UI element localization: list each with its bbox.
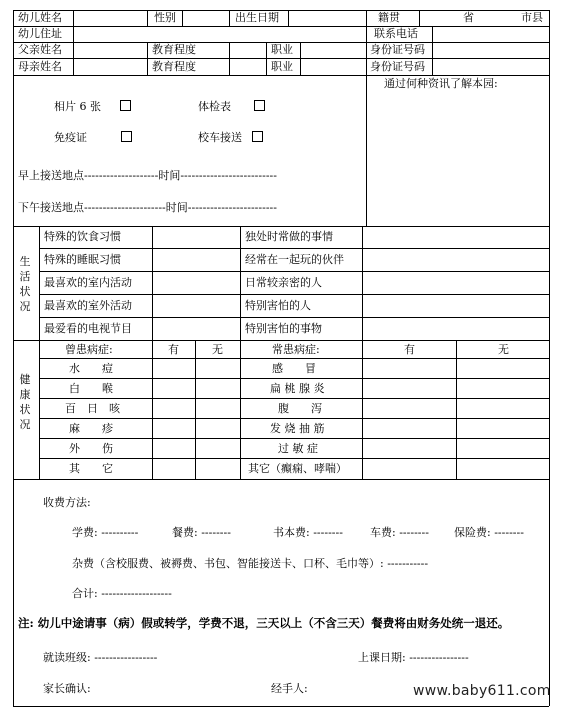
- common-illness-header: 常患病症:: [272, 343, 320, 356]
- start-date-field: 上课日期: ----------------: [358, 651, 469, 664]
- health-section-label: 健康状况: [19, 373, 31, 431]
- common-illness-row: 过 敏 症: [278, 442, 318, 455]
- class-field: 就读班级: -----------------: [43, 651, 158, 664]
- common-illness-row: 扁 桃 腺 炎: [270, 382, 325, 395]
- phone-label: 联系电话: [374, 27, 418, 40]
- handler-field: 经手人:: [271, 682, 308, 695]
- native-place-label: 籍贯: [378, 11, 400, 24]
- fee-method-label: 收费方法:: [43, 496, 91, 509]
- insurance-fee: 保险费: --------: [454, 526, 524, 539]
- life-left-row: 特殊的饮食习惯: [44, 230, 121, 243]
- medical-item: 体检表: [198, 100, 265, 112]
- bus-fee: 车费: --------: [370, 526, 429, 539]
- tuition-fee: 学费: ----------: [72, 526, 139, 539]
- past-illness-row: 外 伤: [69, 442, 113, 455]
- life-right-row: 特别害怕的人: [245, 299, 311, 312]
- vaccine-item: 免疫证: [54, 131, 132, 143]
- common-no-header: 无: [498, 343, 509, 356]
- common-illness-row: 其它（癫痫、哮喘）: [248, 462, 347, 475]
- past-illness-header: 曾患病症:: [65, 343, 113, 356]
- province-label: 省: [463, 11, 474, 24]
- photos-checkbox[interactable]: [120, 100, 131, 111]
- life-right-row: 日常较亲密的人: [245, 276, 322, 289]
- past-illness-row: 麻 疹: [69, 422, 113, 435]
- past-illness-row: 白 喉: [69, 382, 113, 395]
- total-fee: 合计: -------------------: [72, 587, 172, 600]
- past-illness-row: 其 它: [69, 462, 113, 475]
- life-left-row: 最喜欢的室内活动: [44, 276, 132, 289]
- city-county-label: 市县: [521, 11, 543, 24]
- mother-id-label: 身份证号码: [370, 60, 425, 73]
- past-yes-header: 有: [168, 343, 179, 356]
- life-left-row: 最喜欢的室外活动: [44, 299, 132, 312]
- life-left-row: 最爱看的电视节目: [44, 322, 132, 335]
- vaccine-checkbox[interactable]: [121, 131, 132, 142]
- common-yes-header: 有: [404, 343, 415, 356]
- birth-date-label: 出生日期: [235, 11, 279, 24]
- life-right-row: 特别害怕的事物: [245, 322, 322, 335]
- bus-checkbox[interactable]: [252, 131, 263, 142]
- watermark: www.baby611.com: [413, 683, 551, 699]
- father-name-label: 父亲姓名: [18, 43, 62, 56]
- father-occupation-label: 职业: [271, 43, 293, 56]
- past-no-header: 无: [212, 343, 223, 356]
- life-right-row: 经常在一起玩的伙伴: [245, 253, 344, 266]
- common-illness-row: 腹 泻: [278, 402, 322, 415]
- life-right-row: 独处时常做的事情: [245, 230, 333, 243]
- how-heard-label: 通过何种资讯了解本园:: [384, 77, 498, 90]
- mother-occupation-label: 职业: [271, 60, 293, 73]
- life-left-row: 特殊的睡眠习惯: [44, 253, 121, 266]
- meal-fee: 餐费: --------: [172, 526, 231, 539]
- father-id-label: 身份证号码: [370, 43, 425, 56]
- book-fee: 书本费: --------: [273, 526, 343, 539]
- photos-item: 相片 6 张: [54, 100, 131, 112]
- past-illness-row: 百 日 咳: [65, 402, 120, 415]
- refund-note: 注: 幼儿中途请事（病）假或转学，学费不退，三天以上（不含三天）餐费将由财务处统一退还。: [18, 616, 510, 630]
- gender-label: 性别: [154, 11, 176, 24]
- life-section-label: 生活状况: [19, 255, 31, 313]
- past-illness-row: 水 痘: [69, 362, 113, 375]
- misc-fee: 杂费（含校服费、被褥费、书包、智能接送卡、口杯、毛巾等）: -----------: [72, 557, 429, 570]
- afternoon-pickup-line: 下午接送地点----------------------时间------------------------: [18, 201, 277, 214]
- morning-pickup-line: 早上接送地点--------------------时间--------------------------: [18, 169, 277, 182]
- common-illness-row: 发 烧 抽 筋: [270, 422, 325, 435]
- child-name-label: 幼儿姓名: [18, 11, 62, 24]
- mother-name-label: 母亲姓名: [18, 60, 62, 73]
- common-illness-row: 感 冒: [272, 362, 316, 375]
- bus-item: 校车接送: [198, 131, 263, 143]
- medical-checkbox[interactable]: [254, 100, 265, 111]
- father-education-label: 教育程度: [152, 43, 196, 56]
- mother-education-label: 教育程度: [152, 60, 196, 73]
- parent-confirm-field: 家长确认:: [43, 682, 91, 695]
- address-label: 幼儿住址: [18, 27, 62, 40]
